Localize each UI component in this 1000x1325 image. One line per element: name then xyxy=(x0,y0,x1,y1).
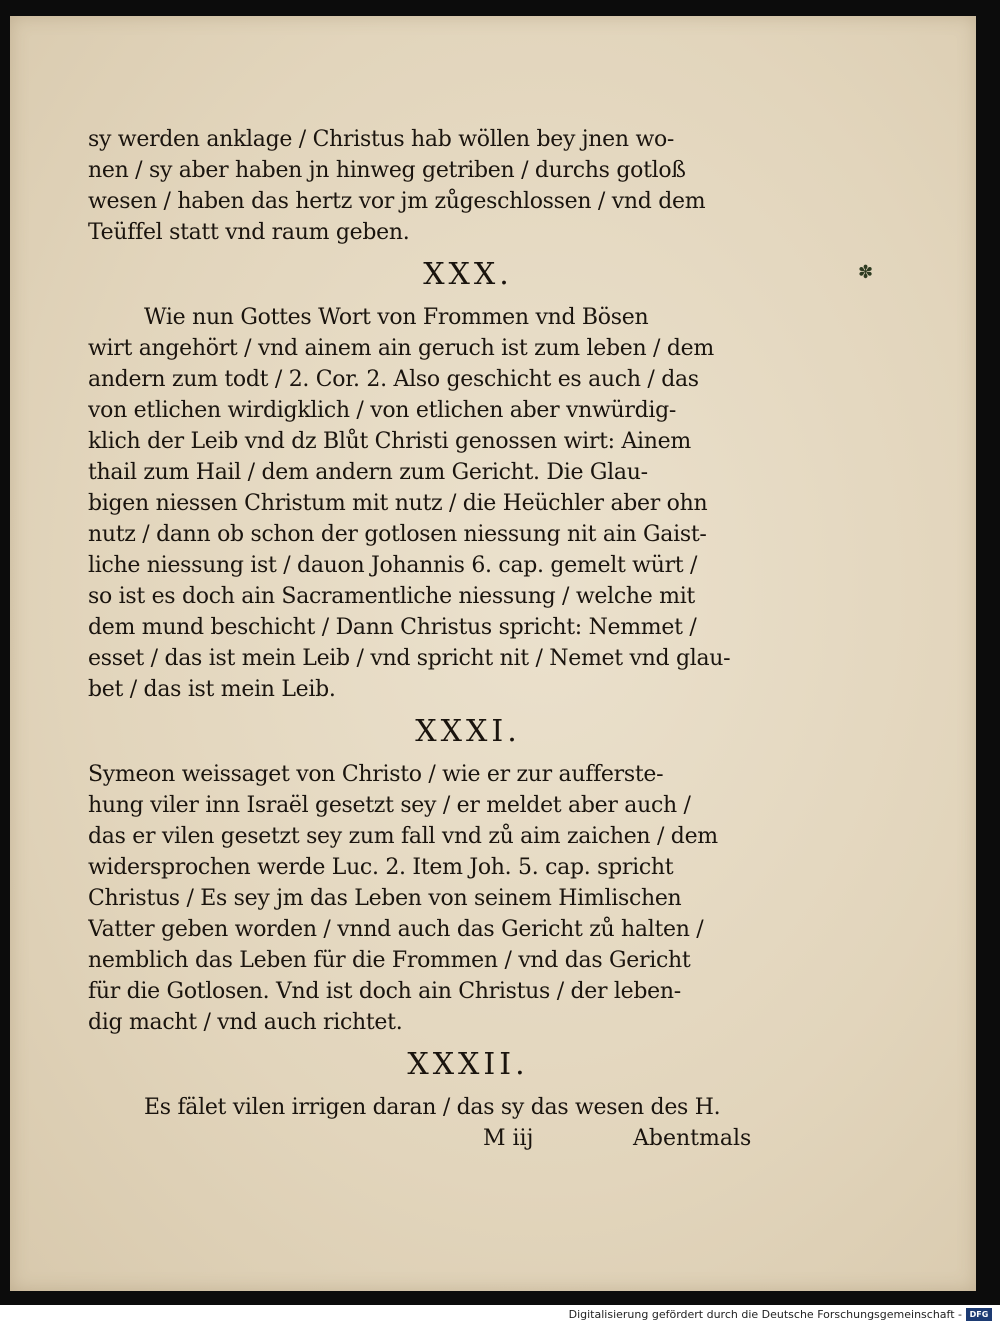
text-line: klich der Leib vnd dz Blůt Christi genossen wirt: Ainem xyxy=(88,429,691,454)
text-line: thail zum Hail / dem andern zum Gericht. Die Glau- xyxy=(88,460,648,485)
book-page xyxy=(10,16,976,1291)
text-line: für die Gotlosen. Vnd ist doch ain Christus / der leben- xyxy=(88,979,681,1004)
text-line: bet / das ist mein Leib. xyxy=(88,677,336,702)
section-heading-xxxii: XXXII. xyxy=(407,1047,529,1082)
text-line: sy werden anklage / Christus hab wöllen bey jnen wo- xyxy=(88,127,675,152)
section-heading-xxx: XXX. xyxy=(423,257,513,292)
text-line: dig macht / vnd auch richtet. xyxy=(88,1010,403,1035)
section-heading-xxxi: XXXI. xyxy=(415,714,521,749)
signature-mark: M iij xyxy=(483,1126,534,1151)
text-line: widersprochen werde Luc. 2. Item Joh. 5. cap. spricht xyxy=(88,855,674,880)
text-line: nen / sy aber haben jn hinweg getriben / durchs gotloß xyxy=(88,158,686,183)
text-line: dem mund beschicht / Dann Christus spricht: Nemmet / xyxy=(88,615,697,640)
text-line: Vatter geben worden / vnnd auch das Gericht zů halten / xyxy=(88,917,704,942)
catchword: Abentmals xyxy=(633,1126,752,1151)
text-line: andern zum todt / 2. Cor. 2. Also geschicht es auch / das xyxy=(88,367,699,392)
text-line: wirt angehört / vnd ainem ain geruch ist zum leben / dem xyxy=(88,336,714,361)
text-line: Wie nun Gottes Wort von Frommen vnd Bösen xyxy=(144,305,649,330)
text-line: bigen niessen Christum mit nutz / die Heüchler aber ohn xyxy=(88,491,708,516)
text-line: wesen / haben das hertz vor jm zůgeschlossen / vnd dem xyxy=(88,189,706,214)
page-text xyxy=(88,124,788,1154)
funding-credit: Digitalisierung gefördert durch die Deutsche Forschungsgemeinschaft - xyxy=(568,1308,962,1321)
dfg-logo: DFG xyxy=(966,1308,992,1321)
text-line: Teüffel statt vnd raum geben. xyxy=(88,220,410,245)
text-line: liche niessung ist / dauon Johannis 6. cap. gemelt würt / xyxy=(88,553,698,578)
text-line: von etlichen wirdigklich / von etlichen aber vnwürdig- xyxy=(88,398,677,423)
text-line: Es fälet vilen irrigen daran / das sy das wesen des H. xyxy=(144,1095,721,1120)
fleuron-ornament-icon: ✽ xyxy=(858,262,874,283)
text-line: nemblich das Leben für die Frommen / vnd das Gericht xyxy=(88,948,691,973)
text-line: Christus / Es sey jm das Leben von seinem Himlischen xyxy=(88,886,682,911)
text-line: Symeon weissaget von Christo / wie er zur aufferste- xyxy=(88,762,664,787)
text-line: nutz / dann ob schon der gotlosen niessung nit ain Gaist- xyxy=(88,522,707,547)
signature-row xyxy=(88,1123,788,1154)
text-line: esset / das ist mein Leib / vnd spricht nit / Nemet vnd glau- xyxy=(88,646,731,671)
footer-bar xyxy=(0,1305,1000,1325)
text-line: das er vilen gesetzt sey zum fall vnd zů aim zaichen / dem xyxy=(88,824,718,849)
text-line: so ist es doch ain Sacramentliche niessung / welche mit xyxy=(88,584,695,609)
text-line: hung viler inn Israël gesetzt sey / er meldet aber auch / xyxy=(88,793,691,818)
